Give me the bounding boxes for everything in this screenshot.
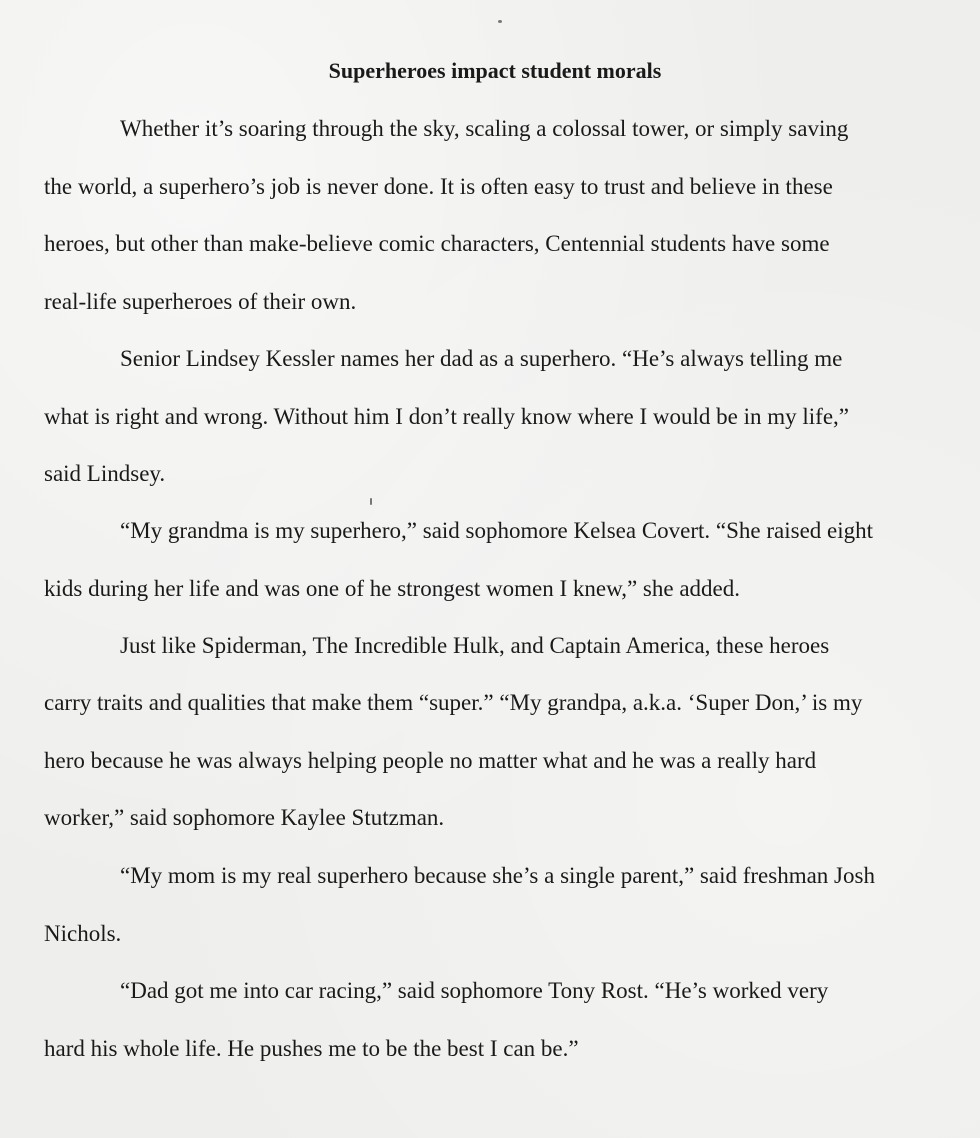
article-title: Superheroes impact student morals <box>328 58 662 83</box>
paragraph-line: Just like Spiderman, The Incredible Hulk, and Captain America, these heroes <box>120 633 830 658</box>
paragraph-line: Nichols. <box>44 921 122 946</box>
scan-speck <box>498 20 502 23</box>
paragraph-line: what is right and wrong. Without him I don’t really know where I would be in my life,” <box>44 404 849 429</box>
paragraph-line: “Dad got me into car racing,” said sophomore Tony Rost. “He’s worked very <box>120 978 829 1003</box>
scan-speck <box>370 498 372 505</box>
paragraph-line: real-life superheroes of their own. <box>44 289 357 314</box>
paragraph-line: hero because he was always helping people no matter what and he was a really hard <box>44 748 817 773</box>
paragraph-line: heroes, but other than make-believe comic characters, Centennial students have some <box>44 231 830 256</box>
paragraph-line: worker,” said sophomore Kaylee Stutzman. <box>44 805 445 830</box>
paragraph-line: Senior Lindsey Kessler names her dad as a superhero. “He’s always telling me <box>120 346 843 371</box>
paragraph-line: kids during her life and was one of he strongest women I knew,” she added. <box>44 576 740 601</box>
paragraph-line: hard his whole life. He pushes me to be the best I can be.” <box>44 1036 579 1061</box>
paragraph-line: carry traits and qualities that make them “super.” “My grandpa, a.k.a. ‘Super Don,’ is my <box>44 690 863 715</box>
paragraph-line: “My grandma is my superhero,” said sophomore Kelsea Covert. “She raised eight <box>120 518 874 543</box>
paragraph-line: “My mom is my real superhero because she’s a single parent,” said freshman Josh <box>120 863 875 888</box>
paragraph-line: Whether it’s soaring through the sky, scaling a colossal tower, or simply saving <box>120 116 849 141</box>
paragraph-line: the world, a superhero’s job is never done. It is often easy to trust and believe in these <box>44 174 833 199</box>
paragraph-line: said Lindsey. <box>44 461 166 486</box>
